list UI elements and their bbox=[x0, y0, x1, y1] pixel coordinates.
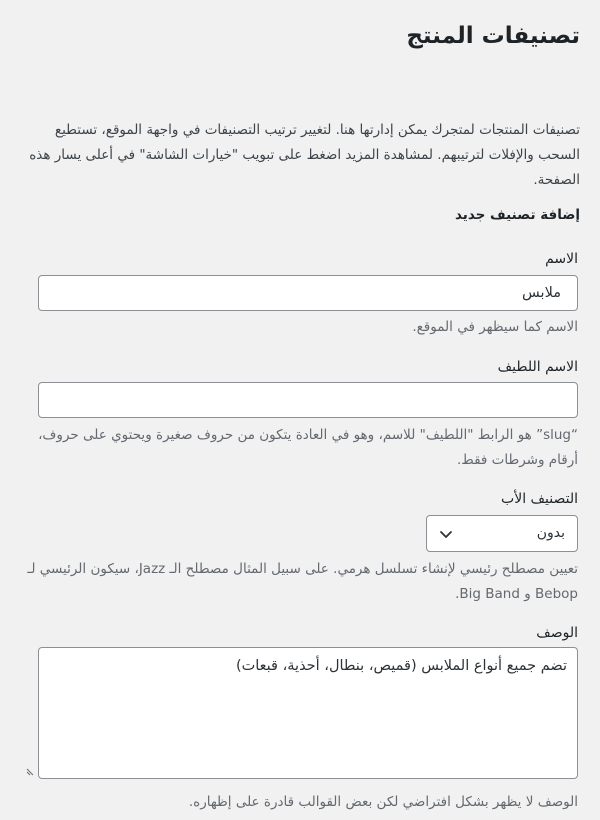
name-label: الاسم bbox=[545, 251, 578, 267]
name-help-text: الاسم كما سيظهر في الموقع. bbox=[412, 319, 578, 335]
slug-label: الاسم اللطيف bbox=[497, 359, 578, 375]
intro-text: تصنيفات المنتجات لمتجرك يمكن إدارتها هنا. لتغيير ترتيب التصنيفات في واجهة الموقع، تستطيع السحب والإفلات لترتيبهم. لمشاهدة المزيد اضغط على تبويب "خيارات الشاشة" في أعلى يسار هذه الصفحة. bbox=[29, 122, 580, 188]
parent-category-select[interactable] bbox=[426, 515, 578, 552]
parent-category-help-text: تعيين مصطلح رئيسي لإنشاء تسلسل هرمي. على سبيل المثال مصطلح الـ Jazz، سيكون الرئيسي لـ Bebop و Big Band. bbox=[27, 561, 578, 602]
parent-category-label: التصنيف الأب bbox=[501, 491, 578, 507]
slug-help-text: “slug” هو الرابط "اللطيف" للاسم، وهو في العادة يتكون من حروف صغيرة ويحتوي على حروف، أرقام وشرطات فقط. bbox=[38, 427, 578, 468]
chevron-down-icon bbox=[439, 527, 453, 541]
page-title: تصنيفات المنتج bbox=[406, 23, 580, 49]
add-category-heading: إضافة تصنيف جديد bbox=[454, 207, 580, 223]
name-input[interactable] bbox=[38, 275, 578, 311]
description-label: الوصف bbox=[536, 625, 578, 641]
parent-category-selected-value: بدون bbox=[536, 525, 565, 541]
description-help-text: الوصف لا يظهر بشكل افتراضي لكن بعض القوالب قادرة على إظهاره. bbox=[188, 794, 578, 810]
slug-input[interactable] bbox=[38, 382, 578, 418]
description-textarea[interactable] bbox=[38, 647, 578, 779]
resize-grip-icon[interactable] bbox=[26, 766, 36, 776]
